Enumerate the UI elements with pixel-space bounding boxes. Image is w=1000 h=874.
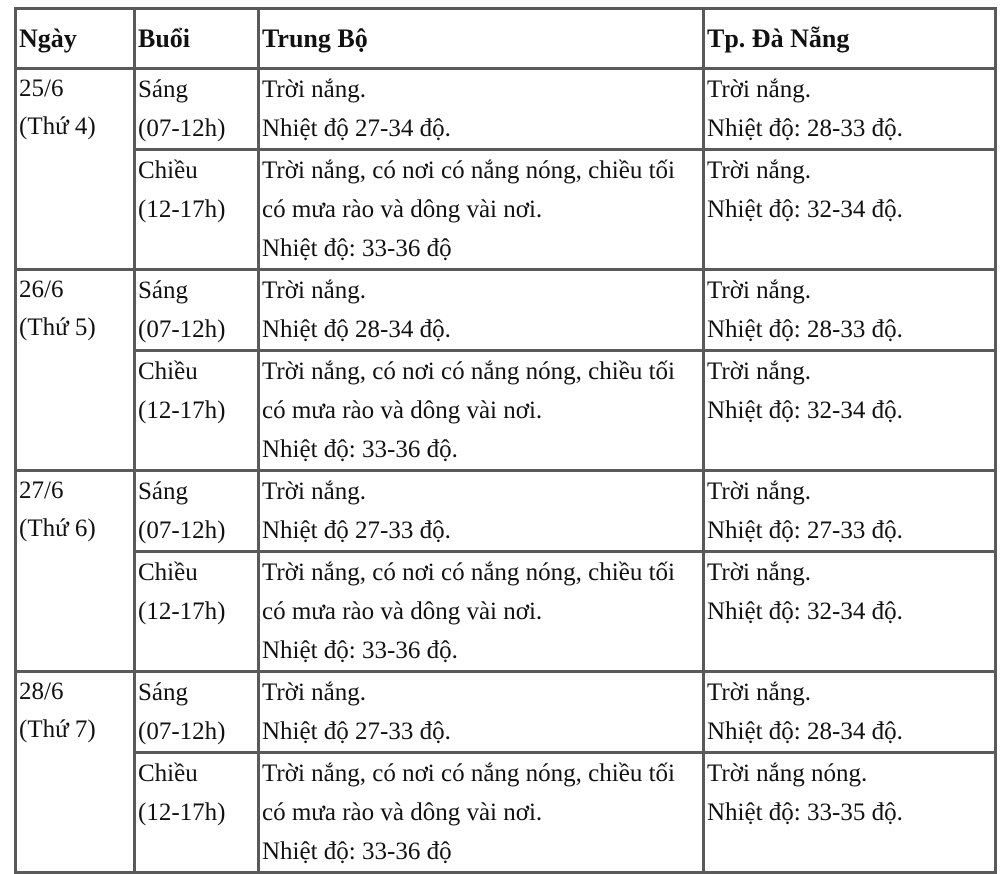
weekday: (Thứ 4) — [19, 113, 96, 140]
day-cell — [16, 471, 135, 672]
central-forecast-cell — [259, 351, 704, 471]
session-cell — [135, 753, 259, 873]
temperature: Nhiệt độ 28-34 độ. — [262, 316, 451, 343]
date: 27/6 — [19, 477, 64, 504]
table-row — [16, 753, 996, 873]
session-name: Sáng — [138, 277, 188, 304]
central-forecast-cell — [259, 471, 704, 552]
session-cell — [135, 150, 259, 270]
condition: Trời nắng, có nơi có nắng nóng, chiều tối có mưa rào và dông vài nơi. — [262, 760, 675, 826]
condition: Trời nắng. — [262, 277, 366, 304]
header-row — [16, 9, 996, 69]
condition: Trời nắng nóng. — [707, 760, 868, 787]
condition: Trời nắng. — [707, 559, 811, 586]
session-time: (07-12h) — [138, 316, 226, 343]
condition: Trời nắng. — [707, 277, 811, 304]
table-row — [16, 270, 996, 351]
condition: Trời nắng. — [262, 679, 366, 706]
central-forecast-cell — [259, 552, 704, 672]
table-row — [16, 150, 996, 270]
condition: Trời nắng. — [262, 478, 366, 505]
session-name: Chiều — [138, 760, 198, 787]
session-time: (07-12h) — [138, 718, 226, 745]
temperature: Nhiệt độ 27-33 độ. — [262, 718, 451, 745]
table-row — [16, 552, 996, 672]
session-name: Sáng — [138, 478, 188, 505]
date: 26/6 — [19, 276, 64, 303]
danang-forecast-cell — [704, 672, 996, 753]
day-cell — [16, 69, 135, 270]
temperature: Nhiệt độ: 32-34 độ. — [707, 397, 903, 424]
session-name: Chiều — [138, 358, 198, 385]
condition: Trời nắng. — [707, 157, 811, 184]
session-cell — [135, 69, 259, 150]
central-forecast-cell — [259, 753, 704, 873]
danang-forecast-cell — [704, 270, 996, 351]
condition: Trời nắng. — [707, 478, 811, 505]
day-cell — [16, 672, 135, 873]
danang-forecast-cell — [704, 753, 996, 873]
danang-forecast-cell — [704, 471, 996, 552]
condition: Trời nắng. — [707, 76, 811, 103]
session-cell — [135, 672, 259, 753]
session-name: Sáng — [138, 679, 188, 706]
session-time: (12-17h) — [138, 799, 226, 826]
central-forecast-cell — [259, 150, 704, 270]
session-time: (12-17h) — [138, 397, 226, 424]
session-cell — [135, 471, 259, 552]
weather-forecast-table — [14, 7, 997, 874]
header-session: Buổi — [135, 9, 259, 69]
table-row — [16, 69, 996, 150]
condition: Trời nắng, có nơi có nắng nóng, chiều tối có mưa rào và dông vài nơi. — [262, 157, 675, 223]
central-forecast-cell — [259, 270, 704, 351]
session-cell — [135, 270, 259, 351]
date: 28/6 — [19, 678, 64, 705]
danang-forecast-cell — [704, 552, 996, 672]
day-cell — [16, 270, 135, 471]
condition: Trời nắng. — [707, 358, 811, 385]
condition: Trời nắng, có nơi có nắng nóng, chiều tối có mưa rào và dông vài nơi. — [262, 358, 675, 424]
central-forecast-cell — [259, 69, 704, 150]
temperature: Nhiệt độ: 33-36 độ. — [262, 637, 458, 664]
weekday: (Thứ 5) — [19, 314, 96, 341]
temperature: Nhiệt độ: 28-34 độ. — [707, 718, 903, 745]
session-cell — [135, 552, 259, 672]
session-time: (07-12h) — [138, 115, 226, 142]
danang-forecast-cell — [704, 150, 996, 270]
session-time: (12-17h) — [138, 196, 226, 223]
temperature: Nhiệt độ: 28-33 độ. — [707, 316, 903, 343]
session-name: Chiều — [138, 559, 198, 586]
session-name: Chiều — [138, 157, 198, 184]
temperature: Nhiệt độ: 33-36 độ — [262, 838, 452, 865]
danang-forecast-cell — [704, 351, 996, 471]
danang-forecast-cell — [704, 69, 996, 150]
weekday: (Thứ 7) — [19, 716, 96, 743]
temperature: Nhiệt độ: 33-36 độ — [262, 235, 452, 262]
condition: Trời nắng. — [262, 76, 366, 103]
session-time: (07-12h) — [138, 517, 226, 544]
temperature: Nhiệt độ: 32-34 độ. — [707, 598, 903, 625]
session-cell — [135, 351, 259, 471]
date: 25/6 — [19, 75, 64, 102]
header-danang: Tp. Đà Nẵng — [704, 9, 996, 69]
temperature: Nhiệt độ: 33-36 độ. — [262, 436, 458, 463]
temperature: Nhiệt độ: 33-35 độ. — [707, 799, 903, 826]
header-central-region: Trung Bộ — [259, 9, 704, 69]
temperature: Nhiệt độ 27-33 độ. — [262, 517, 451, 544]
table-row — [16, 351, 996, 471]
temperature: Nhiệt độ: 28-33 độ. — [707, 115, 903, 142]
table-row — [16, 672, 996, 753]
temperature: Nhiệt độ: 27-33 độ. — [707, 517, 903, 544]
session-time: (12-17h) — [138, 598, 226, 625]
temperature: Nhiệt độ 27-34 độ. — [262, 115, 451, 142]
header-day: Ngày — [16, 9, 135, 69]
condition: Trời nắng. — [707, 679, 811, 706]
central-forecast-cell — [259, 672, 704, 753]
temperature: Nhiệt độ: 32-34 độ. — [707, 196, 903, 223]
weekday: (Thứ 6) — [19, 515, 96, 542]
condition: Trời nắng, có nơi có nắng nóng, chiều tối có mưa rào và dông vài nơi. — [262, 559, 675, 625]
session-name: Sáng — [138, 76, 188, 103]
table-row — [16, 471, 996, 552]
